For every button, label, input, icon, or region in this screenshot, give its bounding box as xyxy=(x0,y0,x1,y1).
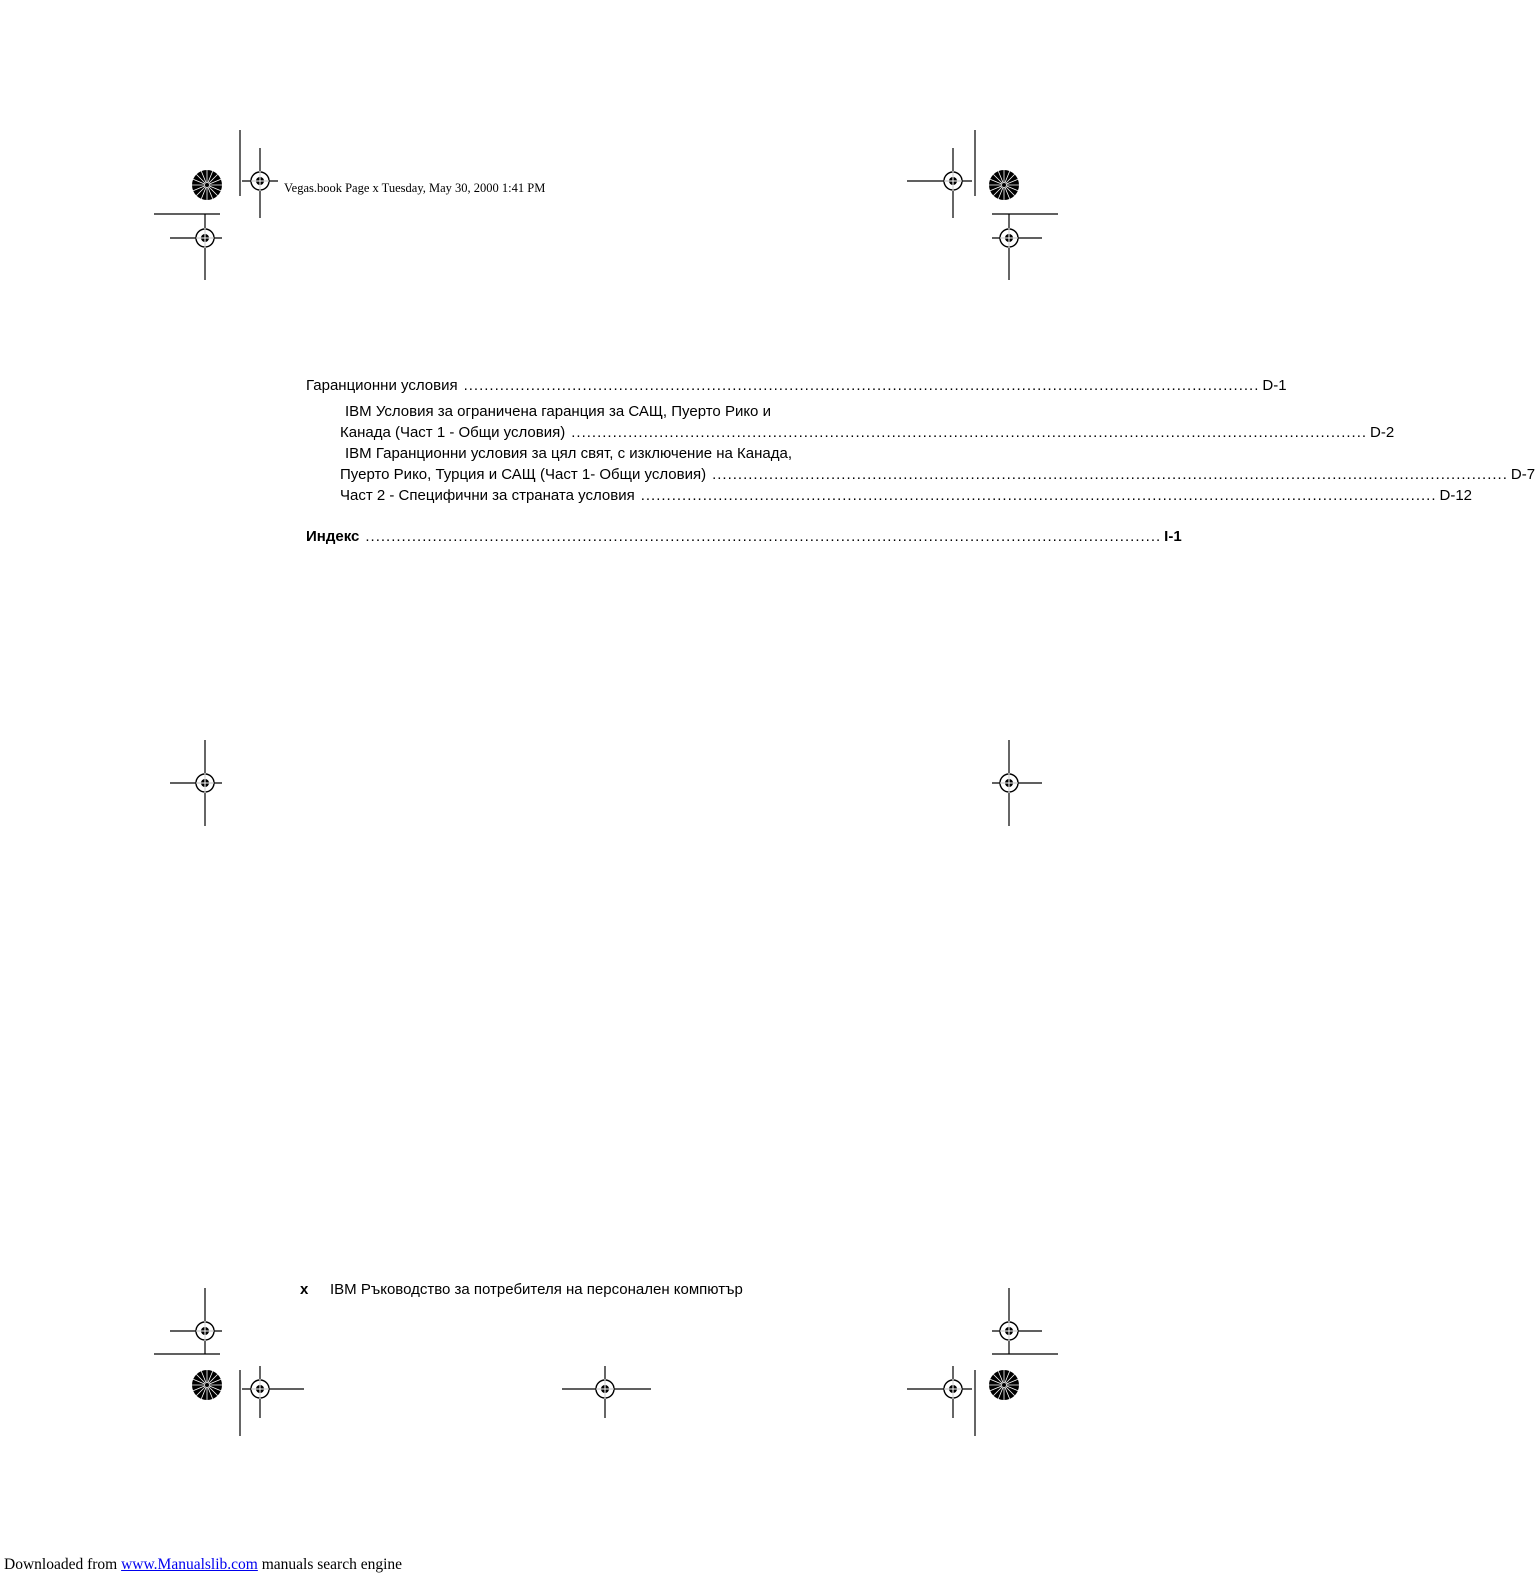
toc-leader-dots: .......................................................................................................................................................... xyxy=(712,466,1508,483)
toc-entry-page: D-1 xyxy=(1262,377,1287,394)
download-notice xyxy=(4,1556,402,1574)
download-suffix: manuals search engine xyxy=(257,1556,403,1573)
toc-entry-page: D-7 xyxy=(1510,466,1535,483)
download-prefix: Downloaded from xyxy=(4,1556,122,1573)
toc-entry-page: I-1 xyxy=(1164,528,1182,545)
toc-entry-part2[interactable] xyxy=(340,486,1473,506)
toc-entry-page: D-12 xyxy=(1439,487,1473,504)
toc-leader-dots: .......................................................................................................................................................... xyxy=(463,377,1260,394)
toc-leader-dots: .......................................................................................................................................................... xyxy=(365,528,1162,545)
toc-entry-ww-line1[interactable]: IBM Гаранционни условия за цял свят, с изключение на Канада, xyxy=(345,445,792,462)
toc-entry-us-warranty[interactable] xyxy=(340,423,1395,443)
toc-entry-page: D-2 xyxy=(1370,424,1395,441)
toc-entry-label: Пуерто Рико, Турция и САЩ (Част 1- Общи условия) xyxy=(340,466,707,483)
print-slug: Vegas.book Page x Tuesday, May 30, 2000 1:41 PM xyxy=(284,181,546,195)
toc-entry-label: Канада (Част 1 - Общи условия) xyxy=(340,424,566,441)
toc-entry-label: Гаранционни условия xyxy=(306,377,458,394)
toc-leader-dots: .......................................................................................................................................................... xyxy=(640,487,1437,504)
manualslib-link[interactable]: www.Manualslib.com xyxy=(121,1556,258,1573)
toc-entry-ww-warranty[interactable] xyxy=(340,465,1535,485)
toc-entry-us-line1[interactable]: IBM Условия за ограничена гаранция за САЩ, Пуерто Рико и xyxy=(345,403,771,420)
toc-entry-index[interactable] xyxy=(306,527,1182,547)
page-number: x xyxy=(300,1281,309,1298)
toc-entry-label: Част 2 - Специфични за страната условия xyxy=(340,487,635,504)
toc-entry-label: Индекс xyxy=(306,528,360,545)
footer-title: IBM Ръководство за потребителя на персонален компютър xyxy=(330,1281,743,1298)
toc-entry-warranty[interactable] xyxy=(306,376,1287,396)
page-footer xyxy=(300,1281,743,1298)
toc-leader-dots: .......................................................................................................................................................... xyxy=(571,424,1368,441)
